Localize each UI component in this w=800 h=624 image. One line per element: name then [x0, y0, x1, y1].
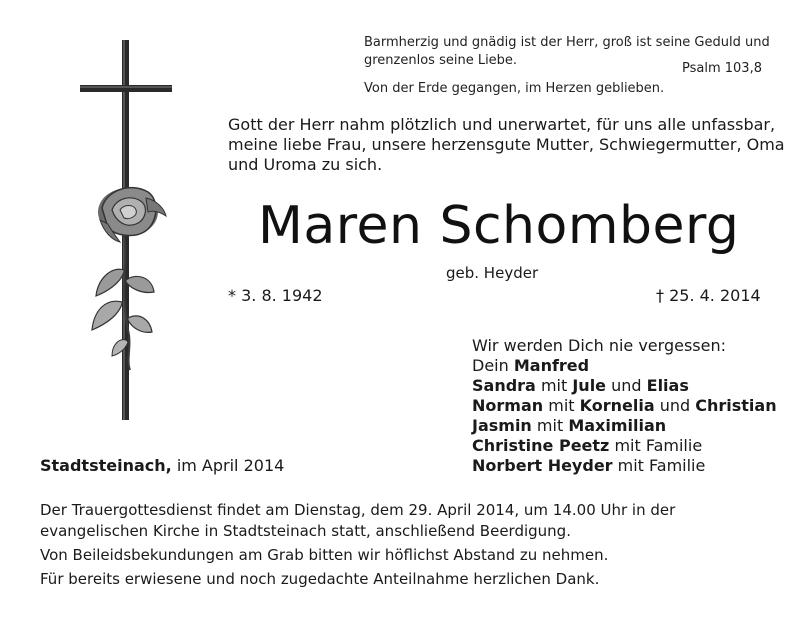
psalm-reference: Psalm 103,8: [682, 61, 762, 76]
mourner-row: Norbert Heyder mit Familie: [472, 456, 706, 475]
announcement-line-2: meine liebe Frau, unsere herzensgute Mutter, Schwiegermutter, Oma: [228, 135, 785, 154]
psalm-quote-line-2: grenzenlos seine Liebe.: [364, 53, 518, 68]
condolence-note: Von Beileidsbekundungen am Grab bitten wir höflichst Abstand zu nehmen.: [40, 546, 609, 564]
announcement-line-1: Gott der Herr nahm plötzlich und unerwartet, für uns alle unfassbar,: [228, 115, 776, 134]
deceased-name: Maren Schomberg: [258, 196, 740, 256]
birth-date: * 3. 8. 1942: [228, 286, 323, 305]
place-date: [40, 456, 284, 475]
service-line-1: Der Trauergottesdienst findet am Dienstag, dem 29. April 2014, um 14.00 Uhr in der: [40, 501, 676, 519]
rose-leaf: [92, 301, 122, 330]
mourner-row: Jasmin mit Maximilian: [472, 416, 667, 435]
mourner-row: Christine Peetz mit Familie: [472, 436, 703, 455]
rose-leaf: [126, 276, 154, 292]
mourner-row: Sandra mit Jule und Elias: [472, 376, 689, 395]
death-date: † 25. 4. 2014: [656, 286, 761, 305]
mourners-list: [472, 336, 777, 476]
psalm-quote-line-1: Barmherzig und gnädig ist der Herr, groß ist seine Geduld und: [364, 35, 770, 50]
mourners-intro: Wir werden Dich nie vergessen:: [472, 336, 726, 355]
rose-leaf: [128, 316, 152, 332]
maiden-name: geb. Heyder: [446, 264, 539, 282]
date: im April 2014: [176, 456, 285, 475]
rose-leaf: [96, 269, 124, 296]
rose-bloom: [98, 188, 166, 242]
mourner-row: Dein Manfred: [472, 356, 590, 375]
place: Stadtsteinach,: [40, 456, 172, 475]
mourner-row: Norman mit Kornelia und Christian: [472, 396, 777, 415]
cross-with-rose-icon: [76, 40, 176, 422]
thanks-note: Für bereits erwiesene und noch zugedachte Anteilnahme herzlichen Dank.: [40, 570, 600, 588]
saying: Von der Erde gegangen, im Herzen geblieben.: [364, 81, 665, 96]
service-line-2: evangelischen Kirche in Stadtsteinach statt, anschließend Beerdigung.: [40, 522, 571, 540]
announcement-line-3: und Uroma zu sich.: [228, 155, 383, 174]
